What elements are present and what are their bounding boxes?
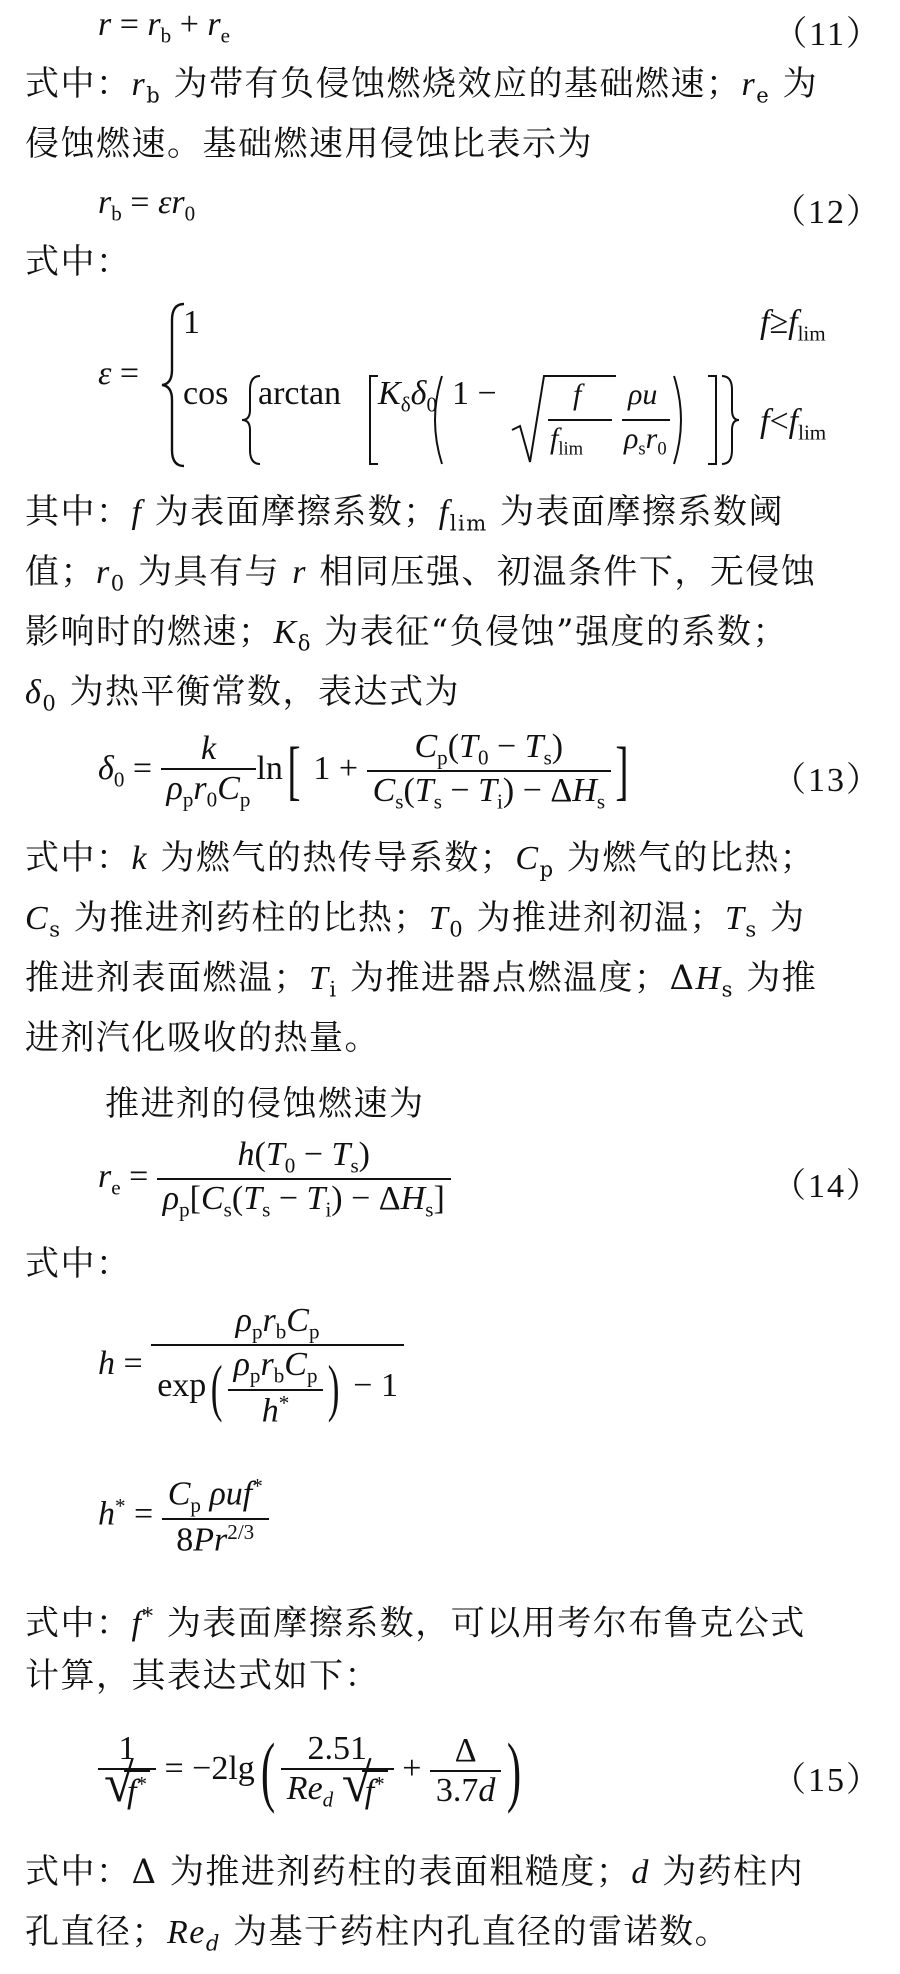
- paragraph-line: 式中：Δ 为推进剂药柱的表面粗糙度；d 为药柱内: [25, 1852, 805, 1892]
- paragraph-line: $C_s$ 为推进剂药柱的比热；$T_0$ 为推进剂初温；$T_s$ 为: [25, 898, 806, 942]
- paragraph-line: 式中：k 为燃气的热传导系数；$C_p$ 为燃气的比热；: [25, 838, 816, 882]
- paragraph-line: 式中：f* 为表面摩擦系数，可以用考尔布鲁克公式: [25, 1603, 806, 1644]
- epsilon-case-1-value: 1: [183, 304, 200, 341]
- one-minus-label: 1 −: [452, 375, 497, 412]
- paragraph-line: 式中：: [25, 242, 132, 282]
- paragraph-line: 其中：f 为表面摩擦系数；$f_{lim}$ 为表面摩擦系数阈: [25, 492, 785, 536]
- paragraph-line: 式中：$r_b$ 为带有负侵蚀燃烧效应的基础燃速；$r_e$ 为: [25, 64, 819, 108]
- paragraph-line: 影响时的燃速；$K_\delta$ 为表征“负侵蚀”强度的系数；: [25, 612, 788, 656]
- equation-number-14: （14）: [772, 1168, 882, 1205]
- equation-14: $r_e$ = $\frac{h(T_0 - T_s)}{\rho_p[C_s(T_s - T_i) - \Delta H_s]}$: [98, 1136, 451, 1223]
- arctan-label: arctan: [258, 375, 342, 412]
- frac-f-den: $f_{lim}$: [550, 422, 584, 460]
- epsilon-case-2-condition: $f<f_{lim}$: [760, 403, 827, 445]
- paragraph-line: 式中：: [25, 1244, 132, 1284]
- equation-h-star: h* = $\frac{C_p \rho uf^*}{8Pr^{2/3}}$: [98, 1474, 269, 1560]
- equation-13: $\delta_0$ = $\frac{k}{\rho_pr_0C_p}$ ln[ 1 + $\frac{C_p(T_0 - T_s)}{C_s(T_s - T_i) - \Delta H_s}$ ]: [98, 728, 629, 814]
- equation-number-12: （12）: [772, 194, 882, 231]
- paragraph-line: 推进剂的侵蚀燃速为: [105, 1084, 425, 1124]
- equation-epsilon: ε =: [98, 355, 140, 392]
- paragraph-line: 侵蚀燃速。基础燃速用侵蚀比表示为: [25, 124, 593, 164]
- equation-number-15: （15）: [772, 1762, 882, 1799]
- equation-number-11: （11）: [773, 16, 882, 53]
- equation-h: h = $\rho_pr_bC_p$ exp( $\frac{\rho_pr_bC_p}{h^*}$ ) − 1: [98, 1302, 404, 1430]
- equation-12: $r_b = \varepsilon r_0$: [98, 184, 196, 226]
- equation-15: 1 √ f* = −2lg( $\frac{2.51}{Re_d √ f^*}$ + $\frac{\Delta}{3.7d}$ ): [98, 1726, 527, 1816]
- paragraph-line: 孔直径；$Re_d$ 为基于药柱内孔直径的雷诺数。: [25, 1912, 731, 1956]
- paragraph-line: 推进剂表面燃温；$T_i$ 为推进器点燃温度；$\Delta H_s$ 为推: [25, 958, 818, 1002]
- frac-f-num: f: [573, 378, 582, 411]
- epsilon-case-2-expression: cos: [183, 375, 229, 412]
- epsilon-case-1-condition: $f\ge f_{lim}$: [760, 304, 826, 346]
- paragraph-line: $\delta_0$ 为热平衡常数，表达式为: [25, 672, 461, 716]
- paragraph-line: 进剂汽化吸收的热量。: [25, 1018, 380, 1058]
- frac-rho-u-den: $\rho_sr_0$: [624, 422, 667, 460]
- equation-number-13: （13）: [772, 762, 882, 799]
- frac-rho-u-num: ρu: [628, 378, 658, 411]
- k-delta-label: $K_\delta\delta_0$: [378, 375, 437, 417]
- equation-11: $r = r_b + r_e$: [98, 6, 230, 48]
- paragraph-line: 值；$r_0$ 为具有与 r 相同压强、初温条件下，无侵蚀: [25, 552, 817, 596]
- paragraph-line: 计算，其表达式如下：: [25, 1656, 380, 1696]
